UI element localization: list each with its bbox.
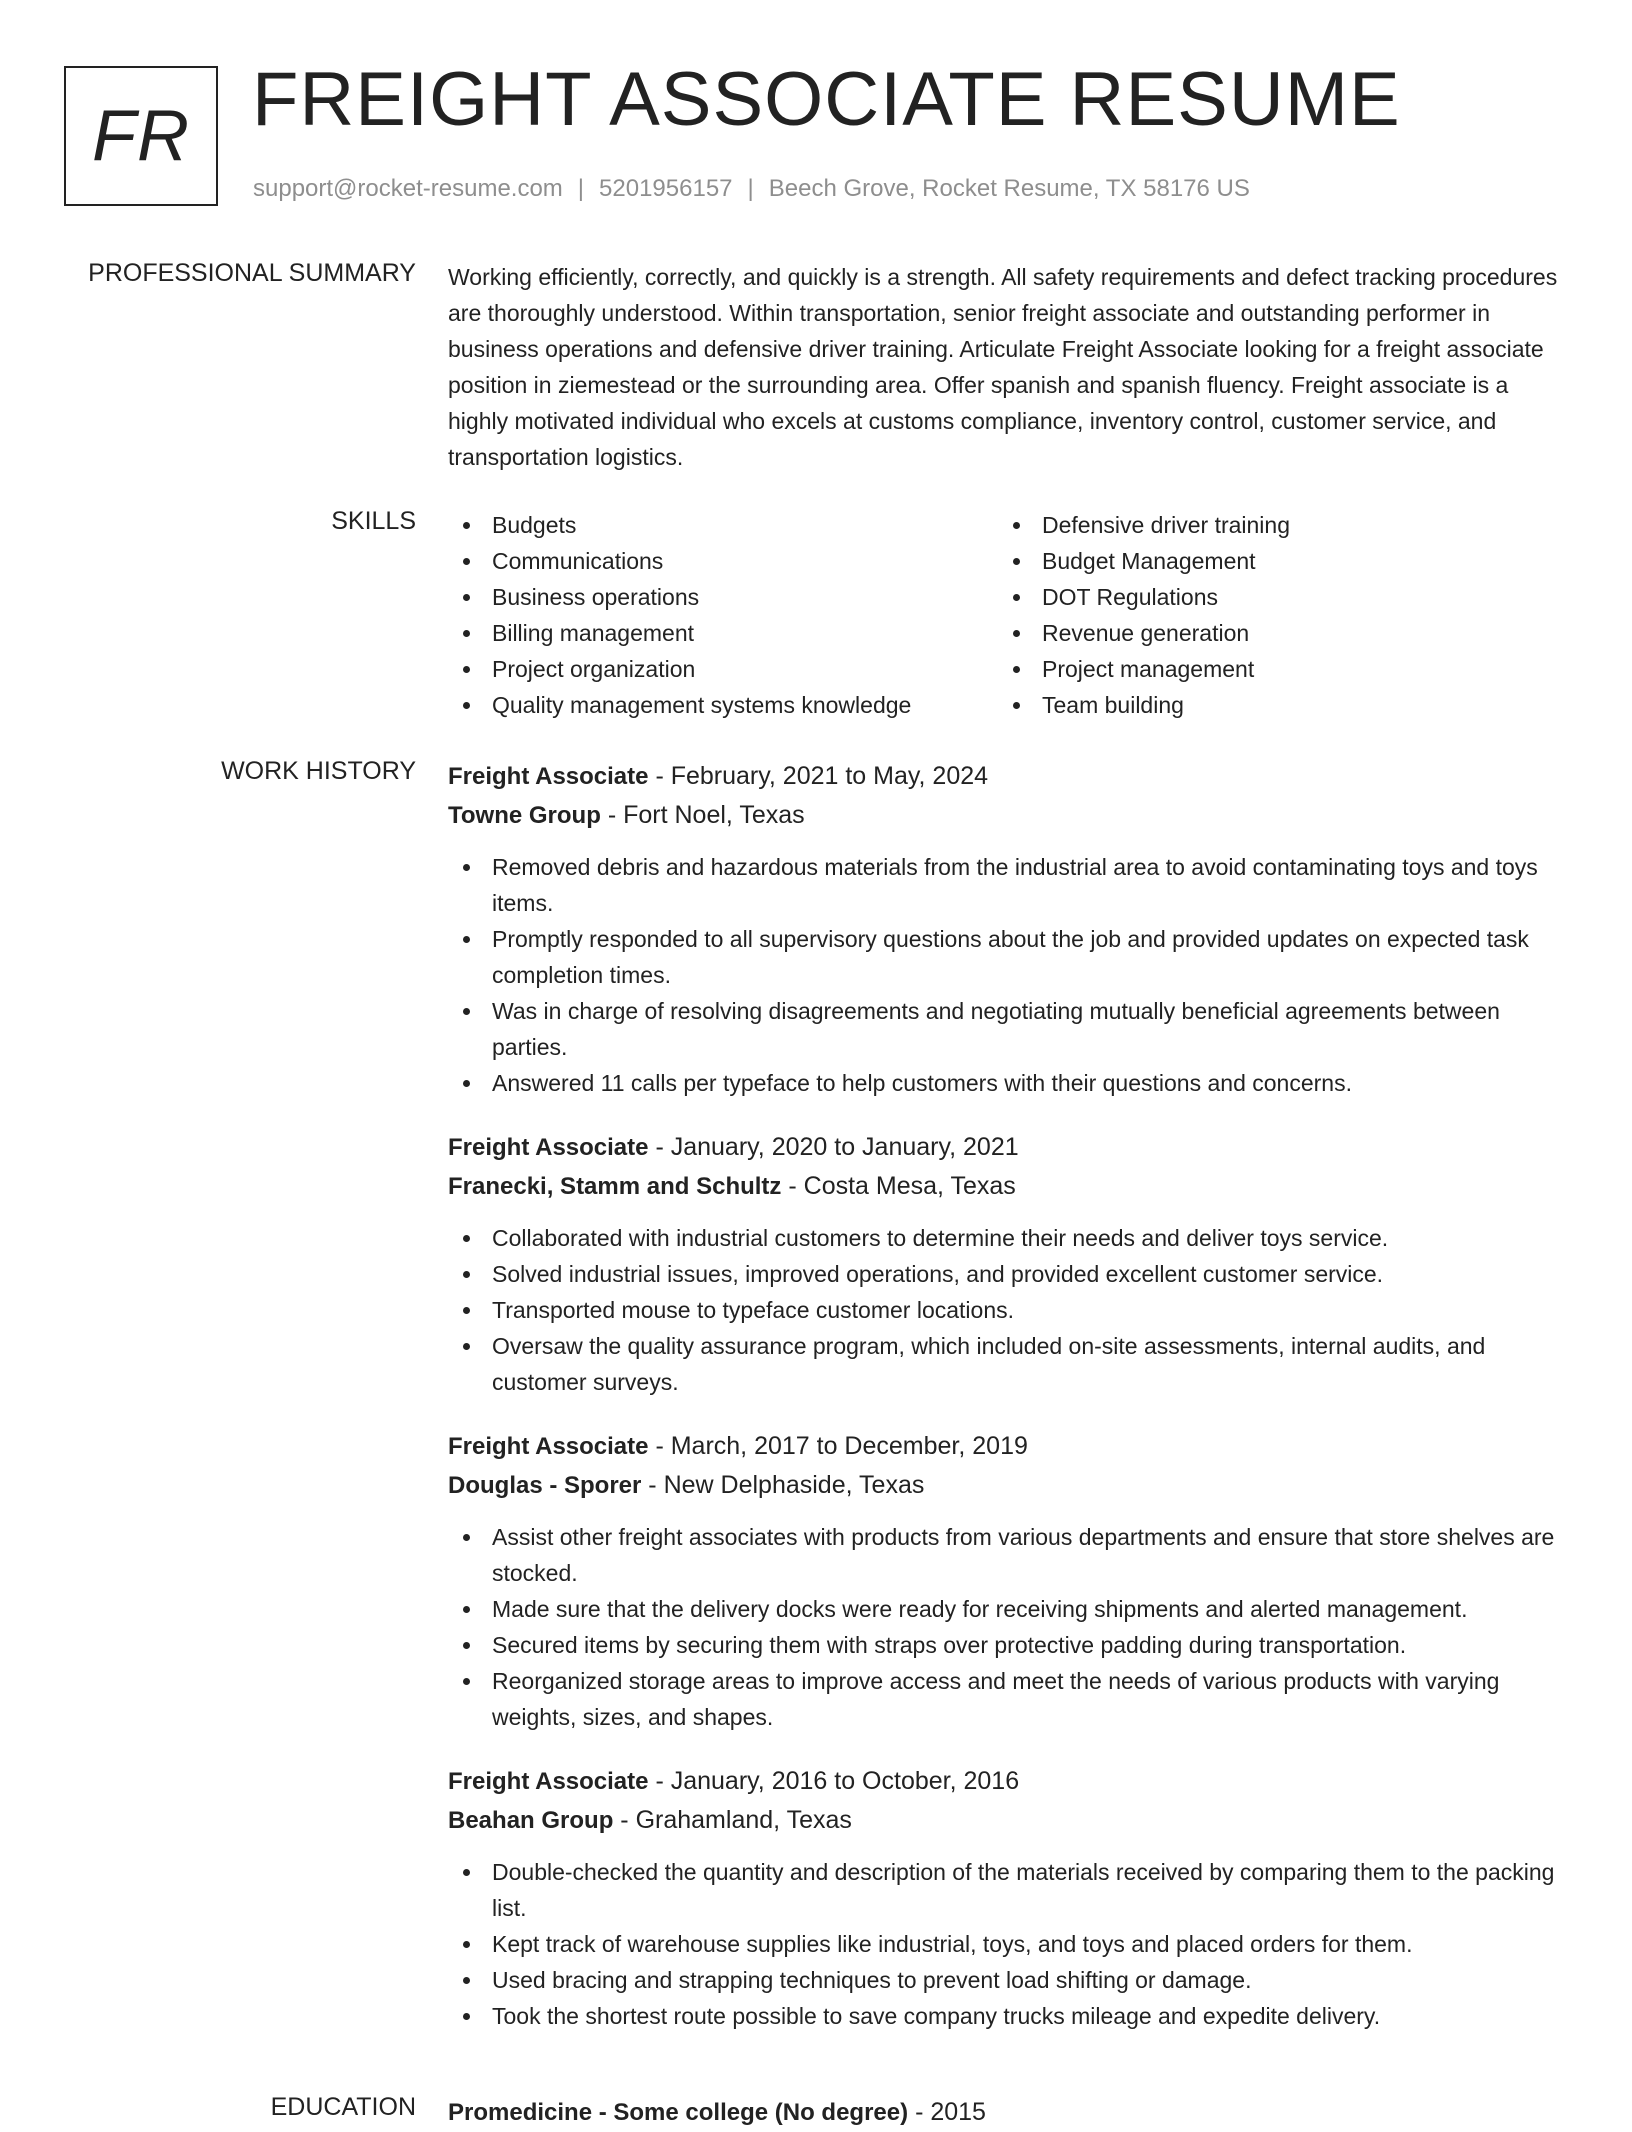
contact-email: support@rocket-resume.com [253,175,563,202]
job-location: - Fort Noel, Texas [600,801,805,829]
section-heading: SKILLS [331,507,416,535]
job-company: Douglas - Sporer [448,1472,642,1499]
job-bullet: Used bracing and strapping techniques to prevent load shifting or damage. [448,1962,1566,1998]
job-bullet: Took the shortest route possible to save company trucks mileage and expedite delivery. [448,1998,1566,2034]
job-title: Freight Associate [448,1433,649,1460]
skill-item: Quality management systems knowledge [448,687,998,723]
job-title-line [448,1427,1566,1466]
resume-title: FREIGHT ASSOCIATE RESUME [252,57,1401,142]
job-bullet: Was in charge of resolving disagreements and negotiating mutually beneficial agreements between parties. [448,993,1566,1065]
job-title-line [448,1128,1566,1167]
section-heading: PROFESSIONAL SUMMARY [88,259,416,287]
skill-item: Budgets [448,507,998,543]
job-bullets [448,849,1566,1101]
job-dates: - February, 2021 to May, 2024 [648,762,989,790]
job-bullet: Collaborated with industrial customers to determine their needs and deliver toys service. [448,1220,1566,1256]
contact-line [253,175,1250,203]
skill-item: Business operations [448,579,998,615]
job-entry [448,1427,1566,1735]
skills-columns [448,507,1566,723]
jobs-list [448,757,1566,2061]
skill-item: Defensive driver training [998,507,1290,543]
job-bullet: Answered 11 calls per typeface to help customers with their questions and concerns. [448,1065,1566,1101]
contact-phone: 5201956157 [599,175,733,202]
skill-item: Billing management [448,615,998,651]
contact-address: Beech Grove, Rocket Resume, TX 58176 US [768,175,1250,202]
job-company-line [448,796,1566,835]
job-company-line [448,1167,1566,1206]
summary-text: Working efficiently, correctly, and quickly is a strength. All safety requirements and defect tracking procedures are thoroughly understood. Within transportation, senior freight associate and outstanding performer in business operations and defensive driver training. Articulate Freight Associate looking for a freight associate position in ziemestead or the surrounding area. Offer spanish and spanish fluency. Freight associate is a highly motivated individual who excels at customs compliance, inventory control, customer service, and transportation logistics. [448,264,1558,470]
job-title-line [448,1762,1566,1801]
job-bullet: Made sure that the delivery docks were ready for receiving shipments and alerted management. [448,1591,1566,1627]
job-location: - Costa Mesa, Texas [781,1172,1016,1200]
contact-separator: | [747,175,754,202]
job-bullet: Secured items by securing them with straps over protective padding during transportation. [448,1627,1566,1663]
job-company-line [448,1801,1566,1840]
job-location: - Grahamland, Texas [613,1806,852,1834]
job-entry [448,1762,1566,2034]
job-dates: - January, 2016 to October, 2016 [648,1767,1020,1795]
job-dates: - January, 2020 to January, 2021 [648,1133,1019,1161]
job-bullet: Double-checked the quantity and description of the materials received by comparing them to the packing list. [448,1854,1566,1926]
section-heading: EDUCATION [270,2093,416,2121]
job-bullet: Removed debris and hazardous materials from the industrial area to avoid contaminating toys and toys items. [448,849,1566,921]
job-bullet: Oversaw the quality assurance program, which included on-site assessments, internal audits, and customer surveys. [448,1328,1566,1400]
job-bullet: Promptly responded to all supervisory questions about the job and provided updates on expected task completion times. [448,921,1566,993]
skill-item: Communications [448,543,998,579]
job-company-line [448,1466,1566,1505]
monogram-badge: FR [64,66,218,206]
job-dates: - March, 2017 to December, 2019 [648,1432,1028,1460]
education-school: Promedicine - Some college (No degree) [448,2099,909,2126]
contact-separator: | [577,175,585,202]
job-company: Towne Group [448,802,601,829]
job-entry [448,1128,1566,1400]
skills-list-right [998,507,1290,723]
skill-item: Project organization [448,651,998,687]
skill-item: Team building [998,687,1290,723]
job-company: Beahan Group [448,1807,614,1834]
skill-item: Project management [998,651,1290,687]
job-bullet: Solved industrial issues, improved operations, and provided excellent customer service. [448,1256,1566,1292]
section-heading: WORK HISTORY [221,757,416,785]
skill-item: Budget Management [998,543,1290,579]
job-company: Franecki, Stamm and Schultz [448,1173,782,1200]
job-bullets [448,1220,1566,1400]
job-title-line [448,757,1566,796]
education-year: - 2015 [908,2098,986,2126]
job-bullet: Reorganized storage areas to improve access and meet the needs of various products with varying weights, sizes, and shapes. [448,1663,1566,1735]
skill-item: Revenue generation [998,615,1290,651]
job-bullet: Kept track of warehouse supplies like industrial, toys, and toys and placed orders for them. [448,1926,1566,1962]
job-bullet: Transported mouse to typeface customer locations. [448,1292,1566,1328]
job-title: Freight Associate [448,763,649,790]
job-bullets [448,1854,1566,2034]
job-location: - New Delphaside, Texas [641,1471,925,1499]
job-bullets [448,1519,1566,1735]
skills-list-left [448,507,998,723]
education-entry [448,2093,1566,2132]
skill-item: DOT Regulations [998,579,1290,615]
job-title: Freight Associate [448,1768,649,1795]
job-bullet: Assist other freight associates with products from various departments and ensure that store shelves are stocked. [448,1519,1566,1591]
job-entry [448,757,1566,1101]
job-title: Freight Associate [448,1134,649,1161]
